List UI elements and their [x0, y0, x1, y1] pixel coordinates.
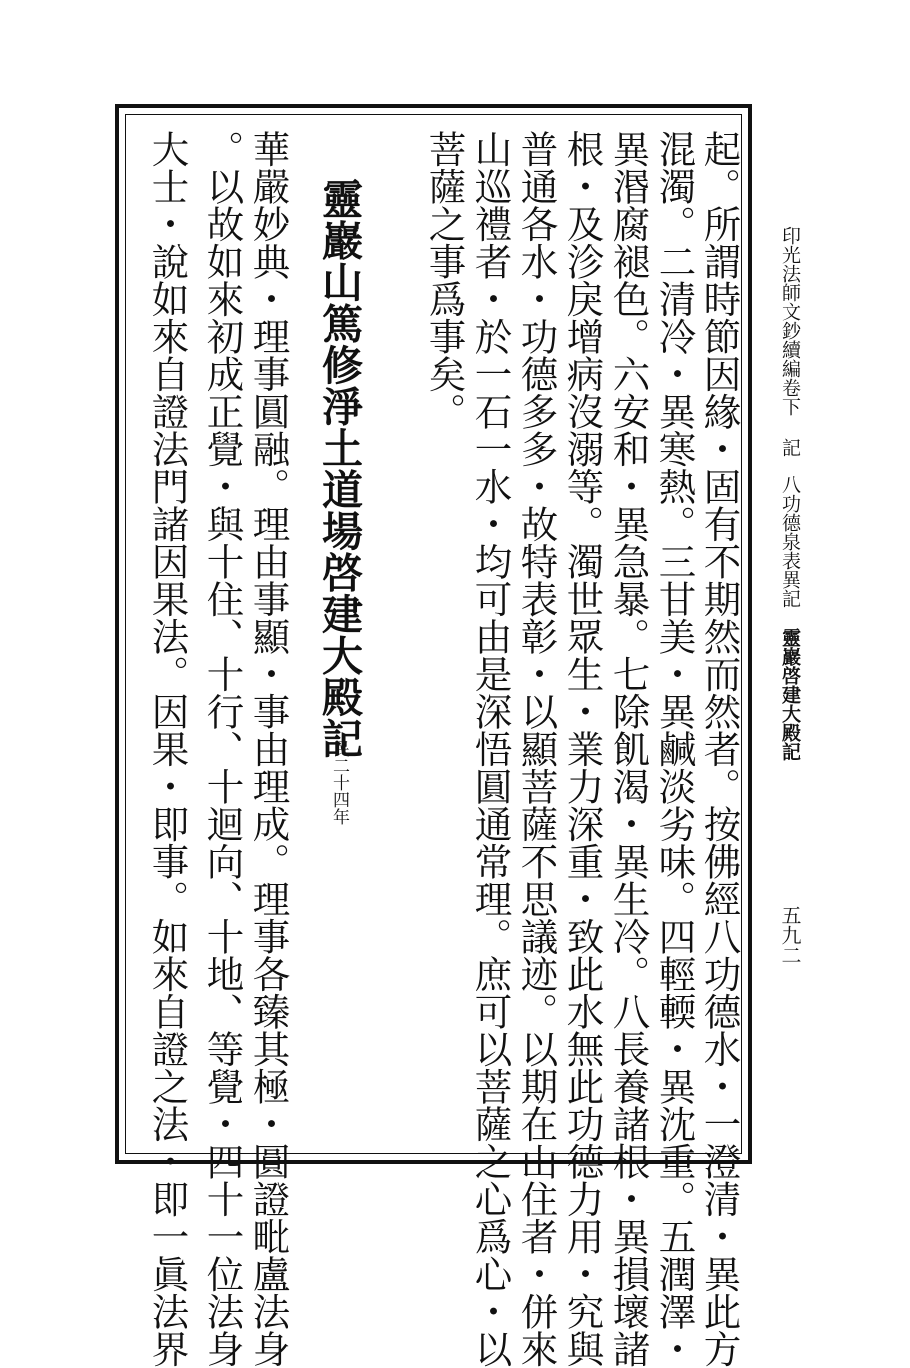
text-column: 混濁。二清冷・異寒熱。三甘美・異鹹淡劣味。四輕輭・異沈重。五潤澤・ — [652, 130, 697, 1368]
text-column: 大士・說如來自證法門諸因果法。因果・即事。如來自證之法・即一眞法界 — [145, 130, 190, 1368]
text-column: 山巡禮者・於一石一水・均可由是深悟圓通常理。庶可以菩薩之心爲心・以 — [468, 130, 513, 1368]
chapter-title-1: 八功德泉表異記 — [779, 475, 801, 608]
article-title: 靈巖山篤修淨土道場啓建大殿記 — [315, 178, 363, 759]
running-header — [780, 226, 799, 761]
text-column: 華嚴妙典・理事圓融。理由事顯・事由理成。理事各臻其極・圓證毗盧法身 — [246, 130, 291, 1368]
text-column: 起。所謂時節因緣・固有不期然而然者。按佛經八功德水・一澄清・異此方 — [697, 130, 742, 1368]
text-column: 異湣腐褪色。六安和・異急暴。七除飢渴・異生冷。八長養諸根・異損壞諸 — [606, 130, 651, 1368]
book-title: 印光法師文鈔續編卷下 — [779, 226, 801, 416]
section-label: 記 — [779, 438, 801, 457]
text-column: 普通各水・功德多多・故特表彰・以顯菩薩不思議迹。以期在山住者・併來 — [514, 130, 559, 1368]
chapter-title-2: 靈巖啓建大殿記 — [779, 628, 801, 761]
text-column: 根・及沴戾增病沒溺等。濁世眾生・業力深重・致此水無此功德力用・究與 — [560, 130, 605, 1368]
page-number: 五九二 — [778, 905, 802, 965]
text-column: 菩薩之事爲事矣。 — [422, 130, 467, 430]
text-column: 。以故如來初成正覺・與十住、十行、十迴向、十地、等覺・四十一位法身 — [200, 130, 245, 1368]
article-date: 民二十四年 — [329, 740, 349, 825]
